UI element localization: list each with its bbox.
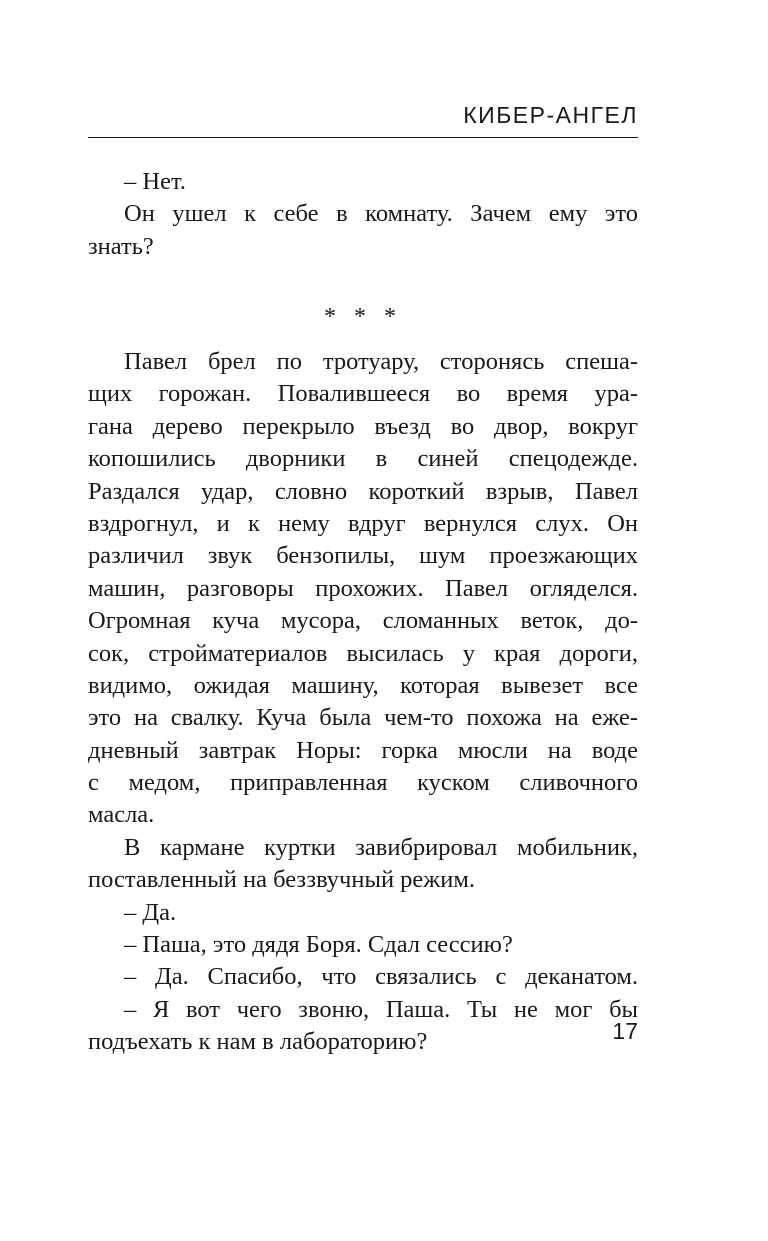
text-line: В кармане куртки завибрировал мобильник, [124,833,638,861]
text-line: – Нет. [124,168,186,195]
text-line: – Я вот чего звоню, Паша. Ты не мог бы [124,995,638,1023]
text-line: – Да. Спасибо, что связались с деканатом. [124,963,638,991]
running-header [88,100,638,138]
running-title: КИБЕР-АНГЕЛ [463,102,638,128]
text-line: сок, стройматериалов высилась у края дороги, [88,639,638,667]
text-line: это на свалку. Куча была чем-то похожа на еже- [88,704,638,732]
text-line: копошились дворники в синей спецодежде. [88,445,638,473]
text-line: дневный завтрак Норы: горка мюсли на воде [88,736,638,764]
text-line: знать? [88,232,154,260]
text-line: гана дерево перекрыло въезд во двор, вокруг [88,412,638,440]
page-number: 17 [612,1018,638,1044]
text-line: щих горожан. Повалившееся во время ура- [88,380,638,408]
section-2-text [88,346,638,1059]
text-line: машин, разговоры прохожих. Павел огляделся. [88,574,638,602]
text-line: подъехать к нам в лабораторию? [88,1028,428,1056]
text-line: вздрогнул, и к нему вдруг вернулся слух. Он [88,509,638,537]
text-line: видимо, ожидая машину, которая вывезет все [88,671,638,699]
text-line: различил звук бензопилы, шум проезжающих [88,542,638,570]
text-line: – Паша, это дядя Боря. Сдал сессию? [124,931,513,959]
text-line: – Да. [124,898,177,926]
text-line: Раздался удар, словно короткий взрыв, Павел [88,477,638,505]
section-1-text [88,166,638,263]
text-line: масла. [88,801,155,829]
text-line: Огромная куча мусора, сломанных веток, до- [88,607,638,635]
text-line: Он ушел к себе в комнату. Зачем ему это [124,200,638,228]
text-line: Павел брел по тротуару, сторонясь спеша- [124,348,638,375]
section-separator: * * * [324,304,402,330]
text-line: с медом, приправленная куском сливочного [88,769,638,797]
text-line: поставленный на беззвучный режим. [88,866,475,894]
